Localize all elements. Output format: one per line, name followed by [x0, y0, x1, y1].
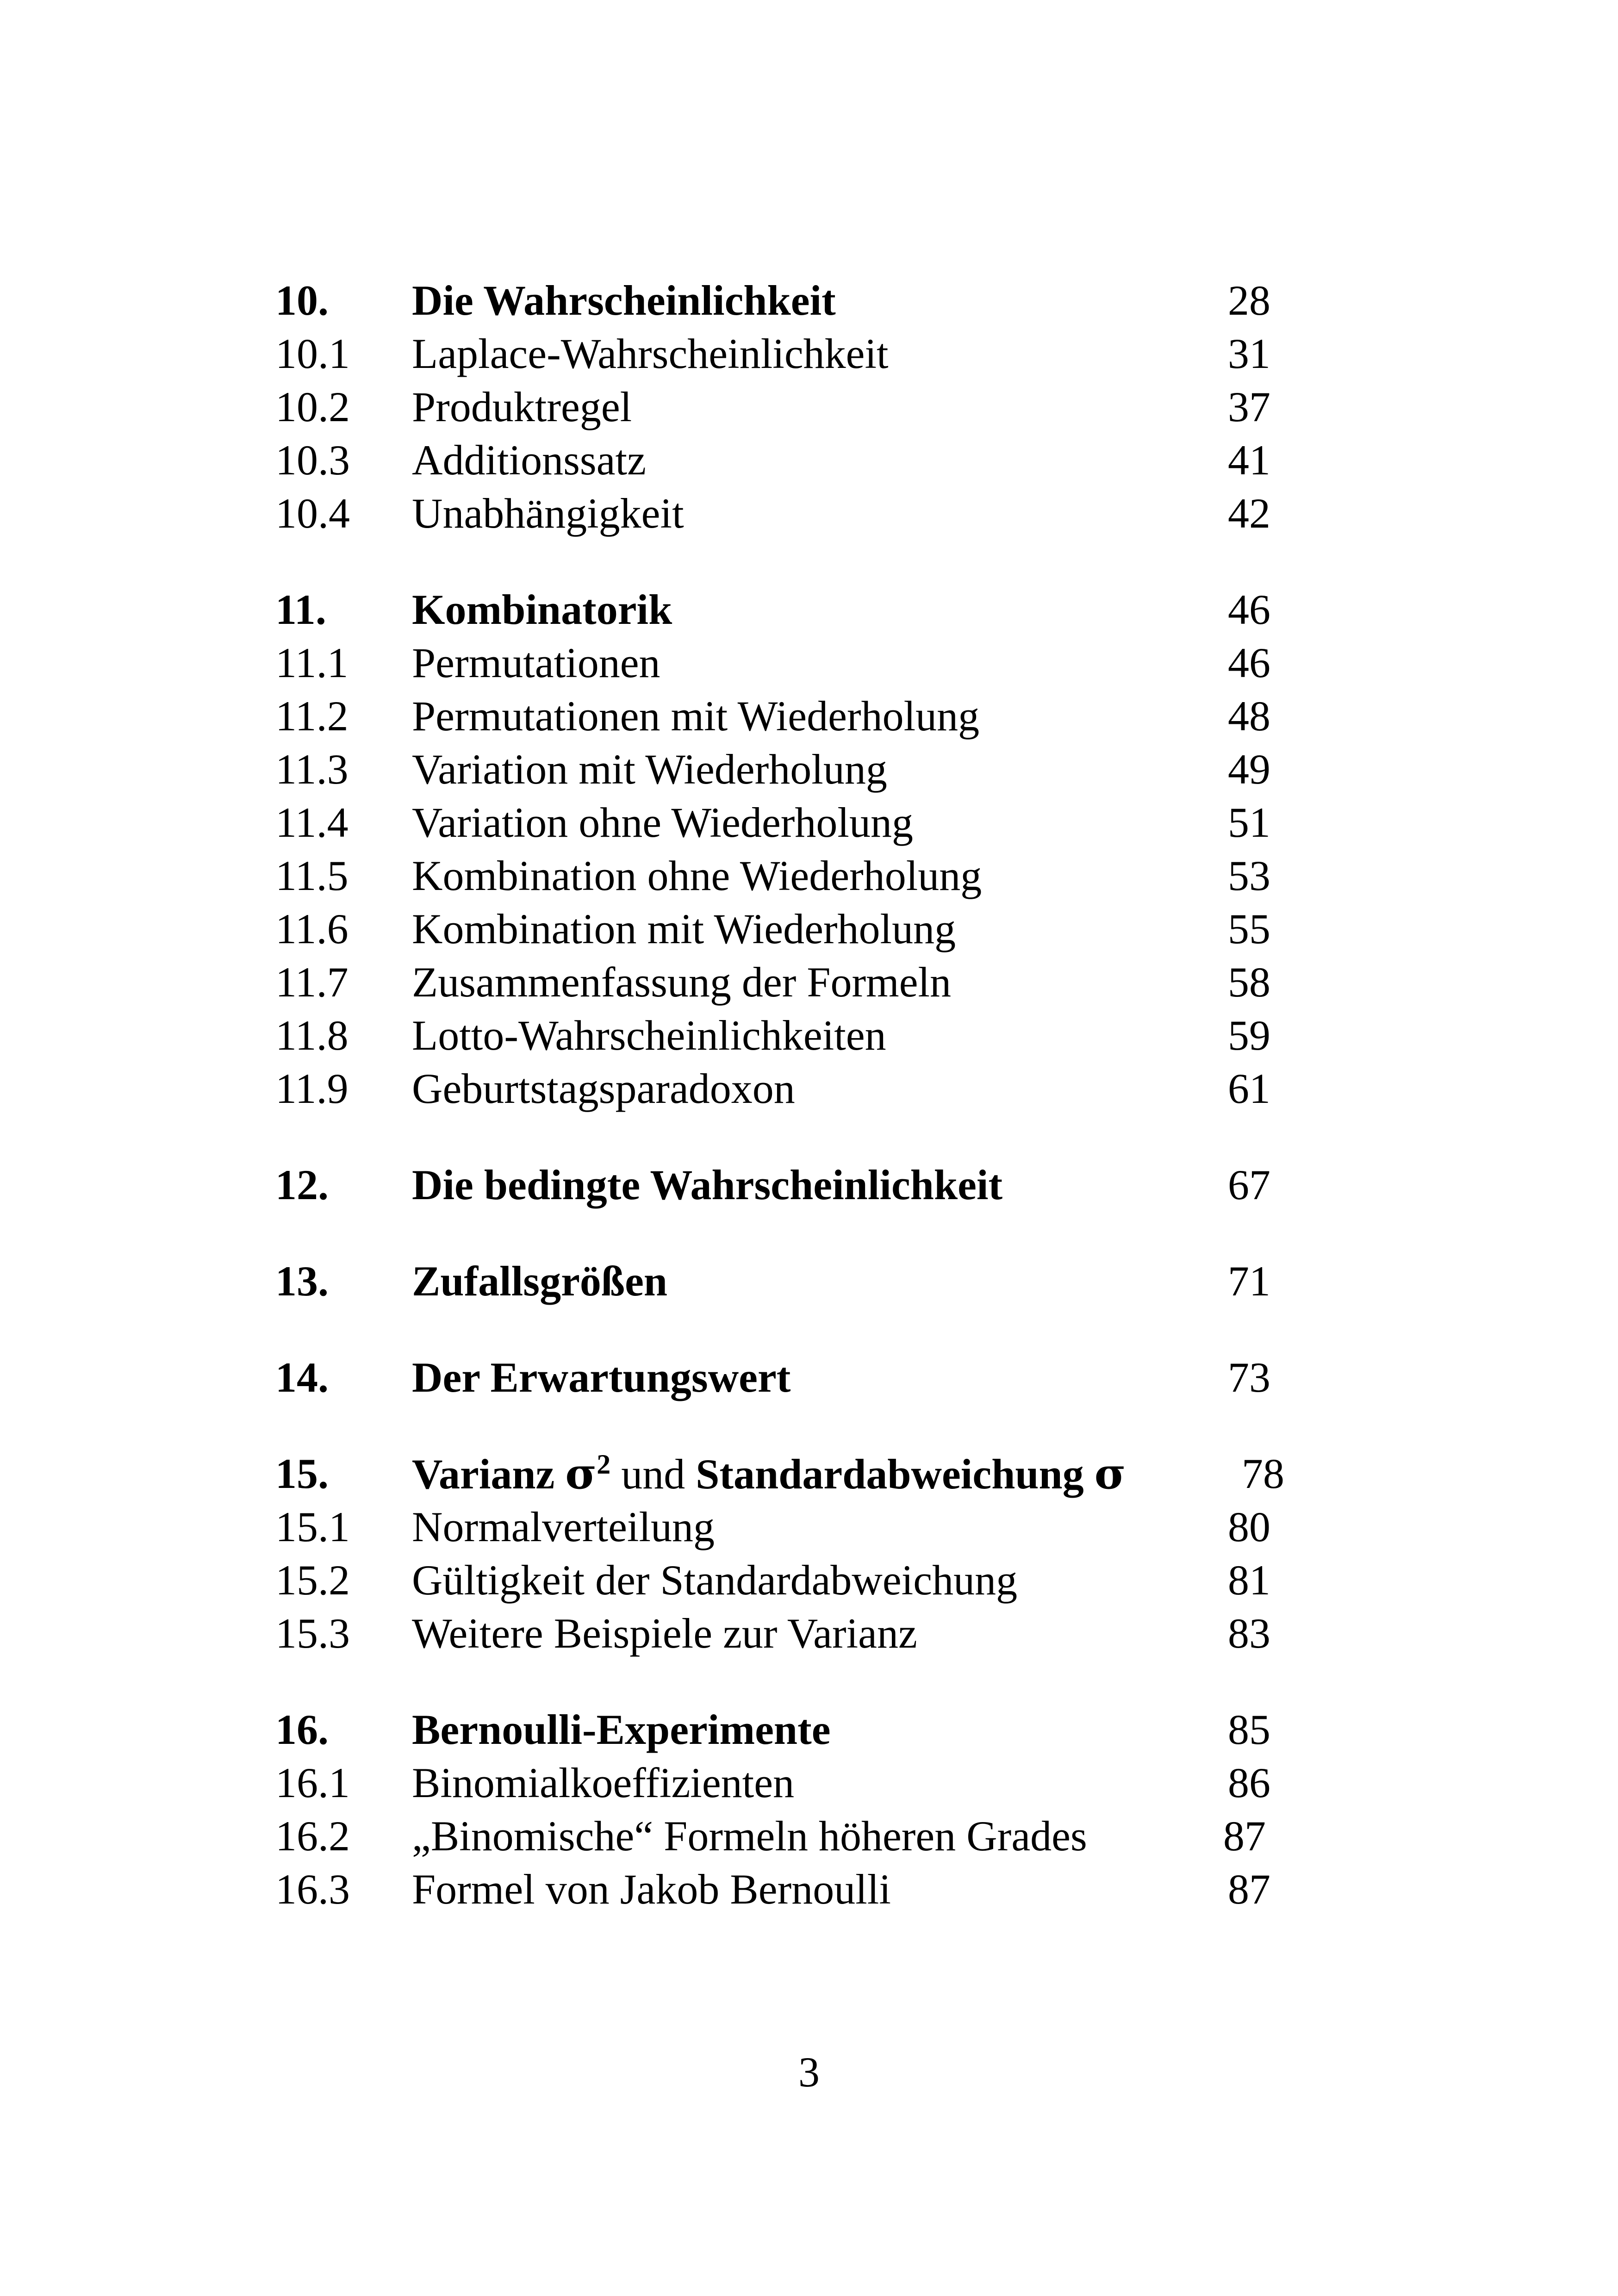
entry-page-number: 31 — [1228, 330, 1270, 377]
toc-section-16 — [275, 1703, 1284, 1916]
toc-entry-row — [275, 849, 1284, 902]
section-page-number: 85 — [1228, 1706, 1270, 1753]
title-part-standardabweichung: Standardabweichung — [696, 1450, 1095, 1498]
entry-title: Laplace-Wahrscheinlichkeit — [412, 330, 889, 377]
toc-entry-row — [275, 1607, 1284, 1660]
entry-title: Binomialkoeffizienten — [412, 1759, 795, 1806]
entry-page-number: 46 — [1228, 639, 1270, 686]
entry-title: Unabhängigkeit — [412, 490, 684, 537]
entry-number: 15.1 — [275, 1503, 350, 1550]
entry-number: 11.4 — [275, 799, 348, 846]
section-title — [412, 1447, 1126, 1501]
toc-section-11 — [275, 583, 1284, 1115]
entry-number: 10.2 — [275, 383, 350, 430]
entry-number: 15.3 — [275, 1610, 350, 1657]
toc-entry-row — [275, 1756, 1284, 1810]
entry-title: Permutationen — [412, 639, 660, 686]
toc-entry-row — [275, 327, 1284, 380]
entry-page-number: 48 — [1228, 692, 1270, 740]
toc-section-15 — [275, 1447, 1284, 1660]
section-title: Zufallsgrößen — [412, 1257, 668, 1305]
section-number: 13. — [275, 1257, 329, 1305]
entry-page-number: 55 — [1228, 905, 1270, 952]
entry-number: 16.2 — [275, 1812, 350, 1860]
entry-title: „Binomische“ Formeln höheren Grades — [412, 1812, 1087, 1860]
toc-entry-row — [275, 796, 1284, 849]
section-page-number: 78 — [1242, 1450, 1284, 1497]
toc-entry-row — [275, 1009, 1284, 1062]
entry-page-number: 61 — [1228, 1065, 1270, 1112]
page-number: 3 — [798, 2048, 820, 2096]
entry-page-number: 53 — [1228, 852, 1270, 899]
entry-title: Permutationen mit Wiederholung — [412, 692, 980, 740]
title-part-und: und — [610, 1450, 696, 1498]
section-title: Die bedingte Wahrscheinlichkeit — [412, 1161, 1003, 1208]
section-number: 16. — [275, 1706, 329, 1753]
superscript-two: 2 — [597, 1449, 611, 1480]
toc-entry-row — [275, 380, 1284, 434]
entry-page-number: 49 — [1228, 746, 1270, 793]
sigma-symbol: σ — [565, 1449, 597, 1499]
toc-entry-row — [275, 1554, 1284, 1607]
toc-section-12 — [275, 1158, 1284, 1212]
section-number: 10. — [275, 277, 329, 324]
entry-title: Formel von Jakob Bernoulli — [412, 1866, 891, 1913]
section-title: Die Wahrscheinlichkeit — [412, 277, 836, 324]
entry-title: Geburtstagsparadoxon — [412, 1065, 795, 1112]
entry-page-number: 58 — [1228, 958, 1270, 1006]
toc-heading-row — [275, 1255, 1284, 1308]
entry-page-number: 83 — [1228, 1610, 1270, 1657]
toc-heading-row — [275, 1158, 1284, 1212]
section-page-number: 67 — [1228, 1161, 1270, 1208]
table-of-contents — [275, 274, 1284, 1959]
entry-title: Variation ohne Wiederholung — [412, 799, 913, 846]
toc-entry-row — [275, 1863, 1284, 1916]
entry-number: 15.2 — [275, 1556, 350, 1604]
entry-number: 11.3 — [275, 746, 348, 793]
section-title: Der Erwartungswert — [412, 1354, 791, 1401]
toc-heading-row — [275, 1351, 1284, 1404]
sigma-symbol: σ — [1094, 1449, 1126, 1499]
toc-entry-row — [275, 434, 1284, 487]
entry-page-number: 51 — [1228, 799, 1270, 846]
entry-number: 11.8 — [275, 1012, 348, 1059]
entry-page-number: 41 — [1228, 436, 1270, 484]
entry-title: Variation mit Wiederholung — [412, 746, 887, 793]
entry-number: 11.7 — [275, 958, 348, 1006]
entry-title: Kombination ohne Wiederholung — [412, 852, 982, 899]
title-part-varianz: Varianz — [412, 1450, 566, 1498]
section-title: Kombinatorik — [412, 586, 672, 633]
entry-title: Normalverteilung — [412, 1503, 715, 1550]
entry-page-number: 37 — [1228, 383, 1270, 430]
entry-page-number: 42 — [1228, 490, 1270, 537]
entry-number: 11.2 — [275, 692, 348, 740]
section-page-number: 46 — [1228, 586, 1270, 633]
entry-title: Additionssatz — [412, 436, 646, 484]
entry-page-number: 80 — [1228, 1503, 1270, 1550]
entry-title: Zusammenfassung der Formeln — [412, 958, 952, 1006]
toc-heading-row — [275, 1447, 1284, 1500]
toc-entry-row — [275, 1500, 1284, 1554]
entry-title: Gültigkeit der Standardabweichung — [412, 1556, 1018, 1604]
toc-section-13 — [275, 1255, 1284, 1308]
toc-heading-row — [275, 274, 1284, 327]
section-page-number: 28 — [1228, 277, 1270, 324]
entry-title: Kombination mit Wiederholung — [412, 905, 956, 952]
toc-section-10 — [275, 274, 1284, 540]
entry-number: 11.9 — [275, 1065, 348, 1112]
entry-number: 10.1 — [275, 330, 350, 377]
entry-number: 10.4 — [275, 490, 350, 537]
toc-entry-row — [275, 1062, 1284, 1115]
section-page-number: 73 — [1228, 1354, 1270, 1401]
entry-page-number: 81 — [1228, 1556, 1270, 1604]
toc-heading-row — [275, 583, 1284, 636]
entry-title: Weitere Beispiele zur Varianz — [412, 1610, 917, 1657]
toc-heading-row — [275, 1703, 1284, 1756]
section-number: 12. — [275, 1161, 329, 1208]
entry-page-number: 87 — [1223, 1812, 1266, 1860]
entry-page-number: 87 — [1228, 1866, 1270, 1913]
section-number: 14. — [275, 1354, 329, 1401]
entry-number: 16.1 — [275, 1759, 350, 1806]
entry-number: 16.3 — [275, 1866, 350, 1913]
section-number: 15. — [275, 1450, 329, 1497]
section-page-number: 71 — [1228, 1257, 1270, 1305]
section-title: Bernoulli-Experimente — [412, 1706, 831, 1753]
entry-title: Lotto-Wahrscheinlichkeiten — [412, 1012, 886, 1059]
toc-entry-row — [275, 636, 1284, 690]
entry-number: 11.1 — [275, 639, 348, 686]
entry-number: 11.6 — [275, 905, 348, 952]
entry-number: 11.5 — [275, 852, 348, 899]
section-number: 11. — [275, 586, 326, 633]
entry-page-number: 86 — [1228, 1759, 1270, 1806]
toc-section-14 — [275, 1351, 1284, 1404]
entry-number: 10.3 — [275, 436, 350, 484]
toc-entry-row — [275, 1810, 1284, 1863]
toc-entry-row — [275, 743, 1284, 796]
toc-entry-row — [275, 902, 1284, 956]
entry-page-number: 59 — [1228, 1012, 1270, 1059]
toc-entry-row — [275, 956, 1284, 1009]
entry-title: Produktregel — [412, 383, 632, 430]
toc-entry-row — [275, 690, 1284, 743]
toc-entry-row — [275, 487, 1284, 540]
